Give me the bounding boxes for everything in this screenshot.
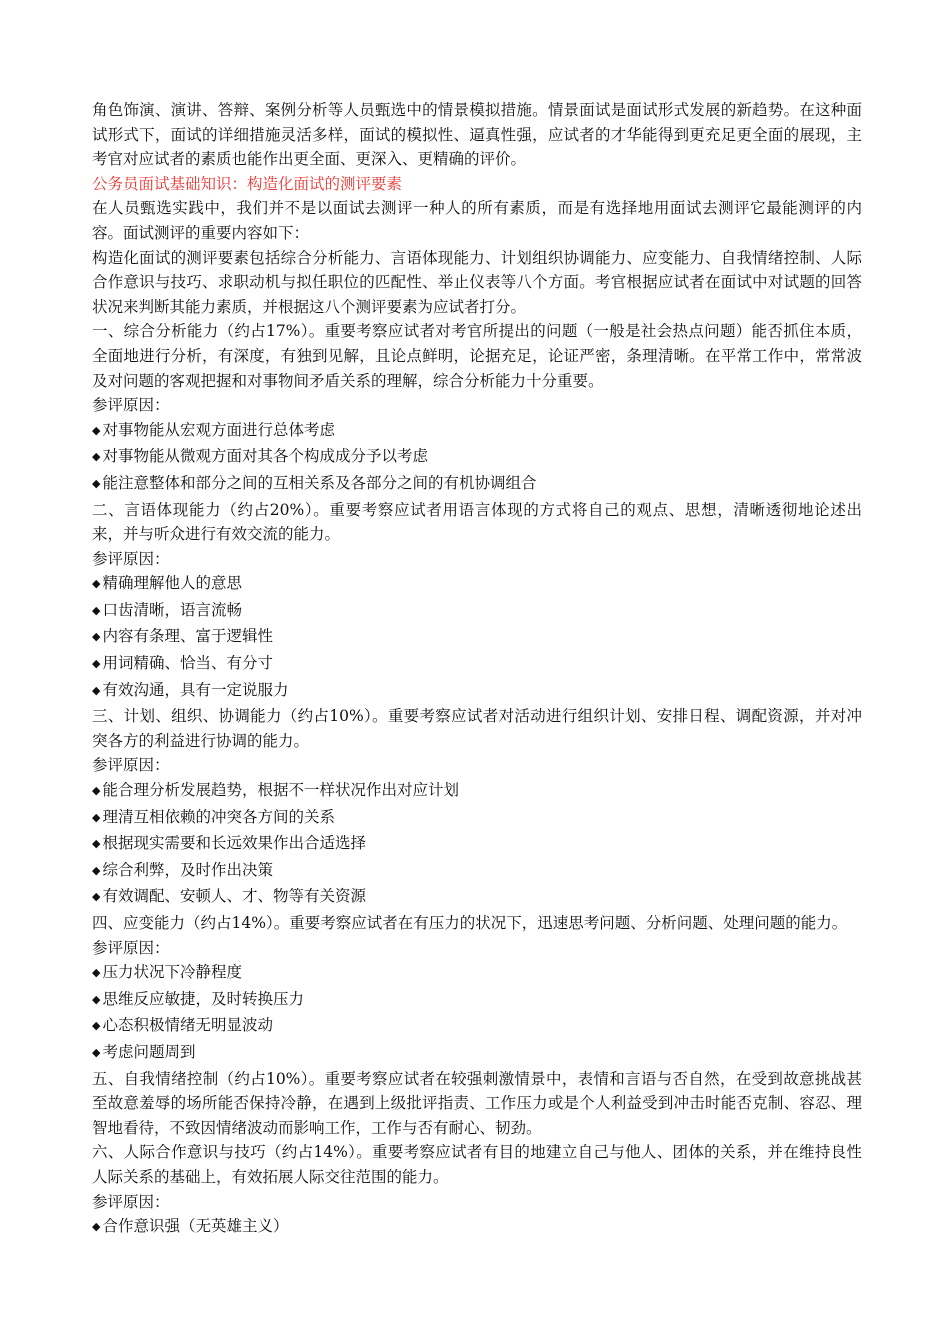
criteria-label: 参评原因： xyxy=(92,396,170,415)
criteria-label: 参评原因： xyxy=(92,1192,170,1211)
criteria-item: ◆ 思维反应敏捷，及时转换压力 xyxy=(92,987,862,1014)
factor-paragraph-6: 六、人际合作意识与技巧（约占14%）。重要考察应试者有目的地建立自己与他人、团体的关系，并在维持良性人际关系的基础上，有效拓展人际交往范围的能力。 xyxy=(92,1143,862,1186)
criteria-item: ◆ 合作意识强（无英雄主义） xyxy=(92,1214,862,1241)
criteria-item: ◆ 理清互相依赖的冲突各方间的关系 xyxy=(92,805,862,832)
criteria-item: ◆ 考虑问题周到 xyxy=(92,1040,862,1067)
document-page xyxy=(92,98,862,1241)
criteria-item: ◆ 口齿清晰，语言流畅 xyxy=(92,598,862,625)
factor-paragraph-1: 一、综合分析能力（约占17%）。重要考察应试者对考官所提出的问题（一般是社会热点问题）能否抓住本质，全面地进行分析，有深度，有独到见解，且论点鲜明，论据充足，论证严密，条理清晰。在平常工作中，常常波及对问题的客观把握和对事物间矛盾关系的理解，综合分析能力十分重要。 xyxy=(92,322,862,390)
criteria-label: 参评原因： xyxy=(92,938,170,957)
criteria-item: ◆ 对事物能从微观方面对其各个构成成分予以考虑 xyxy=(92,444,862,471)
criteria-item: ◆ 有效调配、安顿人、才、物等有关资源 xyxy=(92,884,862,911)
factor-paragraph-5: 五、自我情绪控制（约占10%）。重要考察应试者在较强刺激情景中，表情和言语与否自然，在受到故意挑战甚至故意羞辱的场所能否保持冷静，在遇到上级批评指责、工作压力或是个人利益受到冲击时能否克制、容忍、理智地看待，不致因情绪波动而影响工作，工作与否有耐心、韧劲。 xyxy=(92,1069,862,1137)
criteria-item: ◆ 综合利弊，及时作出决策 xyxy=(92,858,862,885)
body-paragraph: 在人员甄选实践中，我们并不是以面试去测评一种人的所有素质，而是有选择地用面试去测评它最能测评的内容。面试测评的重要内容如下： xyxy=(92,199,862,242)
body-paragraph: 构造化面试的测评要素包括综合分析能力、言语体现能力、计划组织协调能力、应变能力、自我情绪控制、人际合作意识与技巧、求职动机与拟任职位的匹配性、举止仪表等八个方面。考官根据应试者在面试中对试题的回答状况来判断其能力素质，并根据这八个测评要素为应试者打分。 xyxy=(92,248,862,316)
factor-paragraph-3: 三、计划、组织、协调能力（约占10%）。重要考察应试者对活动进行组织计划、安排日程、调配资源，并对冲突各方的利益进行协调的能力。 xyxy=(92,707,862,750)
intro-paragraph: 角色饰演、演讲、答辩、案例分析等人员甄选中的情景模拟措施。情景面试是面试形式发展的新趋势。在这种面试形式下，面试的详细措施灵活多样，面试的模拟性、逼真性强，应试者的才华能得到更充足更全面的展现，主考官对应试者的素质也能作出更全面、更深入、更精确的评价。 xyxy=(92,101,862,169)
criteria-item: ◆ 用词精确、恰当、有分寸 xyxy=(92,651,862,678)
factor-paragraph-2: 二、言语体现能力（约占20%）。重要考察应试者用语言体现的方式将自己的观点、思想，清晰透彻地论述出来，并与听众进行有效交流的能力。 xyxy=(92,500,862,544)
criteria-item: ◆ 内容有条理、富于逻辑性 xyxy=(92,624,862,651)
criteria-item: ◆ 压力状况下冷静程度 xyxy=(92,960,862,987)
criteria-item: ◆ 精确理解他人的意思 xyxy=(92,571,862,598)
criteria-item: ◆ 心态积极情绪无明显波动 xyxy=(92,1013,862,1040)
criteria-item: ◆ 能注意整体和部分之间的互相关系及各部分之间的有机协调组合 xyxy=(92,471,862,498)
criteria-item: ◆ 根据现实需要和长远效果作出合适选择 xyxy=(92,831,862,858)
criteria-label: 参评原因： xyxy=(92,756,170,775)
section-heading: 公务员面试基础知识：构造化面试的测评要素 xyxy=(92,174,403,193)
criteria-item: ◆ 有效沟通，具有一定说服力 xyxy=(92,678,862,705)
criteria-item: ◆ 对事物能从宏观方面进行总体考虑 xyxy=(92,418,862,445)
criteria-label: 参评原因： xyxy=(92,549,170,568)
factor-paragraph-4: 四、应变能力（约占14%）。重要考察应试者在有压力的状况下，迅速思考问题、分析问题、处理问题的能力。 xyxy=(92,914,848,932)
criteria-item: ◆ 能合理分析发展趋势，根据不一样状况作出对应计划 xyxy=(92,778,862,805)
